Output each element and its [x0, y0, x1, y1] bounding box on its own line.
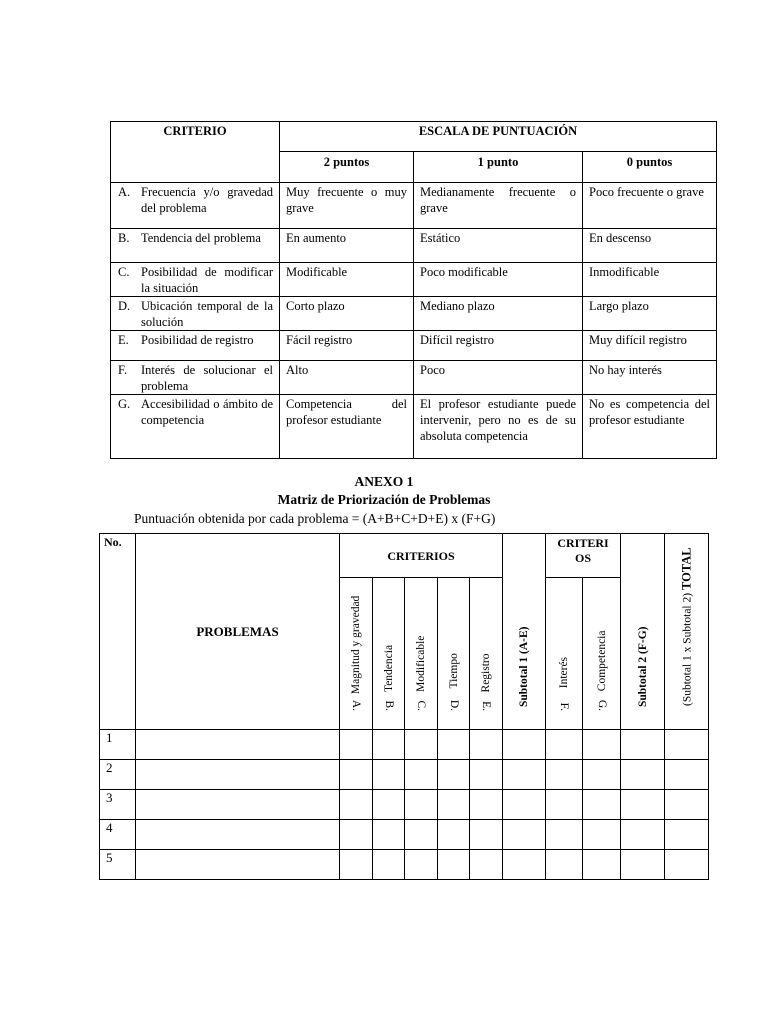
header-total	[665, 534, 709, 730]
header-criterio: CRITERIO	[111, 122, 280, 183]
score-cell[interactable]	[438, 760, 470, 790]
col-g-header	[583, 578, 621, 730]
subtotal-1-cell[interactable]	[503, 760, 546, 790]
criterion-letter: E.	[118, 333, 129, 347]
subtotal-2-cell[interactable]	[621, 820, 665, 850]
score-cell[interactable]	[546, 820, 583, 850]
criterion-text: Interés de solucionar el problema	[141, 363, 273, 393]
col-e-header	[470, 578, 503, 730]
col-a-letter: A.	[350, 699, 362, 711]
col-a-label	[349, 596, 363, 711]
header-subtotal-2	[621, 534, 665, 730]
score-2: En aumento	[280, 229, 414, 263]
score-cell[interactable]	[546, 730, 583, 760]
score-cell[interactable]	[405, 730, 438, 760]
total-cell[interactable]	[665, 820, 709, 850]
score-cell[interactable]	[470, 850, 503, 880]
score-cell[interactable]	[583, 850, 621, 880]
score-cell[interactable]	[583, 790, 621, 820]
score-0: No es competencia del profesor estudiante	[583, 395, 717, 459]
row-number: 1	[100, 730, 136, 760]
score-1: Mediano plazo	[414, 297, 583, 331]
problem-cell[interactable]	[136, 760, 340, 790]
score-1: Difícil registro	[414, 331, 583, 361]
total-cell-label	[679, 547, 694, 706]
criterion-letter: G.	[118, 397, 131, 411]
row-number: 5	[100, 850, 136, 880]
scale-row-b	[111, 229, 717, 263]
score-0: En descenso	[583, 229, 717, 263]
col-b-label	[382, 645, 396, 711]
subtotal-2-cell[interactable]	[621, 760, 665, 790]
score-cell[interactable]	[583, 730, 621, 760]
subtotal-1-cell[interactable]	[503, 850, 546, 880]
col-g-letter: G.	[595, 699, 608, 711]
col-c-header	[405, 578, 438, 730]
criterios-2-line2: OS	[575, 551, 592, 565]
score-cell[interactable]	[373, 820, 405, 850]
score-cell[interactable]	[470, 760, 503, 790]
col-d-label	[447, 653, 461, 711]
scale-row-d	[111, 297, 717, 331]
subtotal-2-cell[interactable]	[621, 730, 665, 760]
score-cell[interactable]	[340, 760, 373, 790]
col-c-label	[414, 636, 428, 711]
criterion-text: Posibilidad de registro	[141, 333, 254, 347]
score-cell[interactable]	[405, 820, 438, 850]
col-c-letter: C.	[415, 700, 427, 711]
total-formula: (Subtotal 1 x Subtotal 2)	[681, 592, 694, 706]
col-d-text: Tiempo	[447, 653, 460, 689]
subtotal-2-cell[interactable]	[621, 850, 665, 880]
col-e-label	[479, 653, 493, 711]
row-number: 4	[100, 820, 136, 850]
score-1: Poco	[414, 361, 583, 395]
criterion-text: Frecuencia y/o gravedad del problema	[141, 185, 273, 215]
matrix-row-2	[100, 760, 709, 790]
header-criterios-2	[546, 534, 621, 578]
scale-row-g	[111, 395, 717, 459]
score-cell[interactable]	[546, 850, 583, 880]
score-0: Inmodificable	[583, 263, 717, 297]
criterion-text: Accesibilidad o ámbito de competencia	[141, 397, 273, 427]
col-f-text: Interés	[558, 656, 570, 689]
col-f-label	[557, 657, 571, 711]
subtotal-2-cell[interactable]	[621, 790, 665, 820]
priority-matrix-table	[99, 533, 709, 880]
score-cell[interactable]	[405, 850, 438, 880]
score-2: Fácil registro	[280, 331, 414, 361]
score-cell[interactable]	[438, 820, 470, 850]
score-2: Corto plazo	[280, 297, 414, 331]
subtotal-1-label: Subtotal 1 (A-E)	[518, 626, 530, 707]
score-cell[interactable]	[340, 850, 373, 880]
criterion-letter: D.	[118, 299, 131, 313]
scale-row-c	[111, 263, 717, 297]
matrix-row-5	[100, 850, 709, 880]
score-cell[interactable]	[373, 760, 405, 790]
score-cell[interactable]	[373, 850, 405, 880]
subtotal-1-cell[interactable]	[503, 790, 546, 820]
criterios-2-line1: CRITERI	[557, 536, 609, 550]
col-g-text: Competencia	[595, 630, 608, 692]
col-f-letter: F.	[558, 702, 570, 711]
score-2: Modificable	[280, 263, 414, 297]
col-d-header	[438, 578, 470, 730]
criterion-letter: F.	[118, 363, 128, 377]
score-cell[interactable]	[373, 730, 405, 760]
score-cell[interactable]	[340, 730, 373, 760]
score-0: No hay interés	[583, 361, 717, 395]
score-2: Competencia del profesor estudiante	[280, 395, 414, 459]
score-0: Poco frecuente o grave	[583, 183, 717, 229]
annex-title: ANEXO 1	[354, 474, 414, 489]
header-escala: ESCALA DE PUNTUACIÓN	[280, 122, 717, 152]
criterion-letter: A.	[118, 185, 131, 199]
score-cell[interactable]	[438, 850, 470, 880]
score-2: Muy frecuente o muy grave	[280, 183, 414, 229]
header-no: No.	[100, 534, 136, 730]
score-0: Muy difícil registro	[583, 331, 717, 361]
header-problemas: PROBLEMAS	[136, 534, 340, 730]
col-a-header	[340, 578, 373, 730]
score-cell[interactable]	[583, 820, 621, 850]
total-cell[interactable]	[665, 790, 709, 820]
score-cell[interactable]	[405, 790, 438, 820]
subtotal-2-label: Subtotal 2 (F-G)	[636, 626, 649, 707]
score-cell[interactable]	[438, 730, 470, 760]
score-1: Medianamente frecuente o grave	[414, 183, 583, 229]
criterion-letter: B.	[118, 231, 130, 245]
problem-cell[interactable]	[136, 850, 340, 880]
scale-row-a	[111, 183, 717, 229]
subtotal-1-cell[interactable]	[503, 820, 546, 850]
matrix-row-1	[100, 730, 709, 760]
criterion-text: Posibilidad de modificar la situación	[141, 265, 273, 295]
col-e-text: Registro	[480, 653, 492, 693]
score-cell[interactable]	[373, 790, 405, 820]
total-cell[interactable]	[665, 730, 709, 760]
problem-cell[interactable]	[136, 730, 340, 760]
header-subtotal-1	[503, 534, 546, 730]
total-label: TOTAL	[679, 547, 694, 591]
scale-row-f	[111, 361, 717, 395]
problem-cell[interactable]	[136, 820, 340, 850]
col-g-label	[595, 631, 609, 712]
col-b-header	[373, 578, 405, 730]
score-cell[interactable]	[583, 760, 621, 790]
total-cell[interactable]	[665, 850, 709, 880]
score-2: Alto	[280, 361, 414, 395]
header-0-puntos: 0 puntos	[583, 152, 717, 183]
score-cell[interactable]	[470, 790, 503, 820]
annex-formula: Puntuación obtenida por cada problema = (A+B+C+D+E) x (F+G)	[134, 511, 496, 526]
col-f-header	[546, 578, 583, 730]
scale-row-e	[111, 331, 717, 361]
score-cell[interactable]	[546, 790, 583, 820]
col-c-text: Modificable	[415, 635, 427, 692]
subtotal-1-cell[interactable]	[503, 730, 546, 760]
col-a-text: Magnitud y gravedad	[350, 595, 362, 695]
header-criterios: CRITERIOS	[340, 534, 503, 578]
row-number: 2	[100, 760, 136, 790]
col-b-text: Tendencia	[382, 644, 395, 693]
score-cell[interactable]	[340, 790, 373, 820]
score-cell[interactable]	[470, 820, 503, 850]
score-0: Largo plazo	[583, 297, 717, 331]
header-1-punto: 1 punto	[414, 152, 583, 183]
score-cell[interactable]	[546, 760, 583, 790]
col-e-letter: E.	[480, 701, 492, 711]
score-cell[interactable]	[405, 760, 438, 790]
score-1: Estático	[414, 229, 583, 263]
score-cell[interactable]	[438, 790, 470, 820]
criterion-text: Tendencia del problema	[141, 231, 261, 245]
row-number: 3	[100, 790, 136, 820]
total-cell[interactable]	[665, 760, 709, 790]
scoring-scale-table	[110, 121, 717, 459]
score-1: Poco modificable	[414, 263, 583, 297]
score-1: El profesor estudiante puede intervenir, pero no es de su absoluta competencia	[414, 395, 583, 459]
header-2-puntos: 2 puntos	[280, 152, 414, 183]
col-b-letter: B.	[382, 700, 395, 711]
criterion-letter: C.	[118, 265, 130, 279]
problem-cell[interactable]	[136, 790, 340, 820]
col-d-letter: D.	[447, 699, 460, 711]
matrix-row-3	[100, 790, 709, 820]
matrix-row-4	[100, 820, 709, 850]
score-cell[interactable]	[340, 820, 373, 850]
annex-subtitle: Matriz de Priorización de Problemas	[277, 492, 491, 507]
criterion-text: Ubicación temporal de la solución	[141, 299, 273, 329]
score-cell[interactable]	[470, 730, 503, 760]
